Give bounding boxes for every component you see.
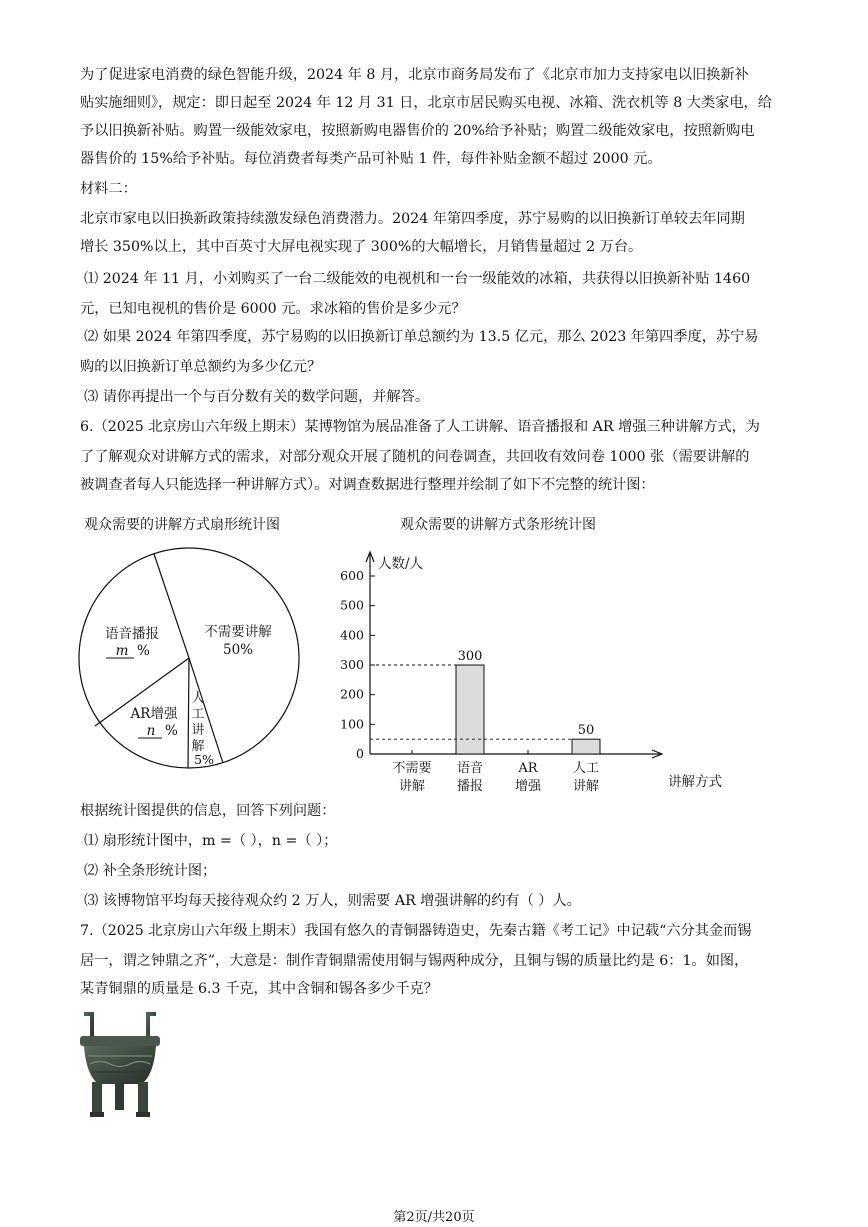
paragraph-line: 为了促进家电消费的绿色智能升级，2024 年 8 月，北京市商务局发布了《北京市加力支持家电以旧换新补 xyxy=(80,67,749,83)
problem-six-line: 了了解观众对讲解方式的需求，对部分观众开展了随机的问卷调查，共回收有效问卷 1000 张（需要讲解的 xyxy=(80,449,750,465)
x-tick-label: 讲解 xyxy=(572,779,600,794)
bronze-ding-image xyxy=(78,1008,162,1122)
bar xyxy=(572,739,600,754)
problem-six-line: 被调查者每人只能选择一种讲解方式）。对调查数据进行整理并绘制了如下不完整的统计图： xyxy=(80,477,655,493)
x-tick-label: 增强 xyxy=(514,779,542,794)
instruction-line: 根据统计图提供的信息，回答下列问题： xyxy=(80,803,336,819)
pie-divider-voice-noneed xyxy=(154,554,189,658)
pie-divider-manual-ar xyxy=(188,658,189,768)
pie-label-voice: 语音播报 xyxy=(105,626,159,642)
y-tick-label: 0 xyxy=(356,746,364,761)
y-axis-label: 人数/人 xyxy=(378,556,424,572)
y-tick-label: 400 xyxy=(340,627,364,643)
pie-chart xyxy=(70,540,310,780)
question-line: ⑵ 如果 2024 年第四季度，苏宁易购的以旧换新订单总额约为 13.5 亿元，那么 2023 年第四季度，苏宁易 xyxy=(84,329,759,345)
problem-seven-line: 居一，谓之钟鼎之齐”，大意是：制作青铜鼎需使用铜与锡两种成分，且铜与锡的质量比约是 6：1。如图， xyxy=(80,953,749,969)
bar-value-label: 300 xyxy=(457,649,483,664)
subquestion-line: ⑵ 补全条形统计图； xyxy=(84,863,217,879)
page-footer: 第2页/共20页 xyxy=(393,1210,475,1225)
y-tick-label: 100 xyxy=(340,716,364,732)
pie-label-manual: 工 xyxy=(191,707,205,722)
x-axis-label: 讲解方式 xyxy=(668,774,722,790)
paragraph-line: 增长 350%以上，其中百英寸大屏电视实现了 300%的大幅增长，月销售量超过 2 万台。 xyxy=(80,239,643,255)
question-line: ⑶ 请你再提出一个与百分数有关的数学问题，并解答。 xyxy=(84,389,430,405)
y-tick-label: 600 xyxy=(340,568,364,583)
pie-label-manual: 解 xyxy=(191,739,205,754)
pie-label-ar-pct: % xyxy=(165,723,178,739)
question-line: 元，已知电视机的售价是 6000 元。求冰箱的售价是多少元？ xyxy=(80,301,466,317)
y-tick-label: 300 xyxy=(340,657,364,672)
x-tick-label: 讲解 xyxy=(398,779,426,794)
question-line: 购的以旧换新订单总额约为多少亿元？ xyxy=(80,359,322,375)
pie-label-voice-var: m xyxy=(115,643,129,659)
paragraph-line: 贴实施细则》，规定：即日起至 2024 年 12 月 31 日，北京市居民购买电视、冰箱、洗衣机等 8 大类家电，给 xyxy=(80,95,772,111)
bar-chart-marks xyxy=(370,649,600,754)
problem-seven-line: 7.（2025 北京房山六年级上期末）我国有悠久的青铜器铸造史，先秦古籍《考工记》中记载“六分其金而锡 xyxy=(80,923,752,939)
x-tick-label: 不需要 xyxy=(392,761,432,776)
x-tick-label: AR xyxy=(518,761,538,776)
pie-chart-caption: 观众需要的讲解方式扇形统计图 xyxy=(84,517,280,533)
bar-value-label: 50 xyxy=(577,723,595,739)
subquestion-line: ⑶ 该博物馆平均每天接待观众约 2 万人，则需要 AR 增强讲解的约有（ ）人。 xyxy=(84,893,581,909)
bar-chart-axes xyxy=(340,552,722,794)
pie-label-manual: 讲 xyxy=(191,723,205,738)
pie-label-manual: 人 xyxy=(191,691,205,706)
bar xyxy=(456,665,484,754)
x-tick-label: 人工 xyxy=(572,761,600,776)
bar-chart xyxy=(330,542,722,798)
x-tick-label: 播报 xyxy=(456,779,484,794)
material-two-title: 材料二： xyxy=(80,181,137,197)
paragraph-line: 予以旧换新补贴。购置一级能效家电，按照新购电器售价的 20%给予补贴；购置二级能效家电，按照新购电 xyxy=(80,123,755,139)
pie-label-ar: AR增强 xyxy=(130,706,178,722)
y-tick-label: 500 xyxy=(340,597,364,613)
paragraph-line: 北京市家电以旧换新政策持续激发绿色消费潜力。2024 年第四季度，苏宁易购的以旧换新订单较去年同期 xyxy=(80,211,745,227)
pie-label-voice-pct: % xyxy=(137,643,150,659)
pie-label-no-need: 不需要讲解 xyxy=(204,624,272,640)
subquestion-line: ⑴ 扇形统计图中，m =（ ），n =（ ）； xyxy=(84,833,338,849)
y-tick-label: 200 xyxy=(340,686,364,702)
paragraph-line: 器售价的 15%给予补贴。每位消费者每类产品可补贴 1 件，每件补贴金额不超过 2000 元。 xyxy=(80,151,662,167)
x-tick-label: 语音 xyxy=(456,761,484,776)
bar-chart-caption: 观众需要的讲解方式条形统计图 xyxy=(400,517,596,533)
problem-seven-line: 某青铜鼎的质量是 6.3 千克，其中含铜和锡各多少千克？ xyxy=(80,981,438,997)
problem-six-line: 6.（2025 北京房山六年级上期末）某博物馆为展品准备了人工讲解、语音播报和 AR 增强三种讲解方式，为 xyxy=(80,419,760,435)
pie-label-manual-value: 5% xyxy=(194,752,214,767)
question-line: ⑴ 2024 年 11 月，小刘购买了一台二级能效的电视机和一台一级能效的冰箱，共获得以旧换新补贴 1460 xyxy=(84,271,751,287)
pie-label-no-need-value: 50% xyxy=(222,642,254,658)
pie-label-ar-var: n xyxy=(146,723,156,739)
